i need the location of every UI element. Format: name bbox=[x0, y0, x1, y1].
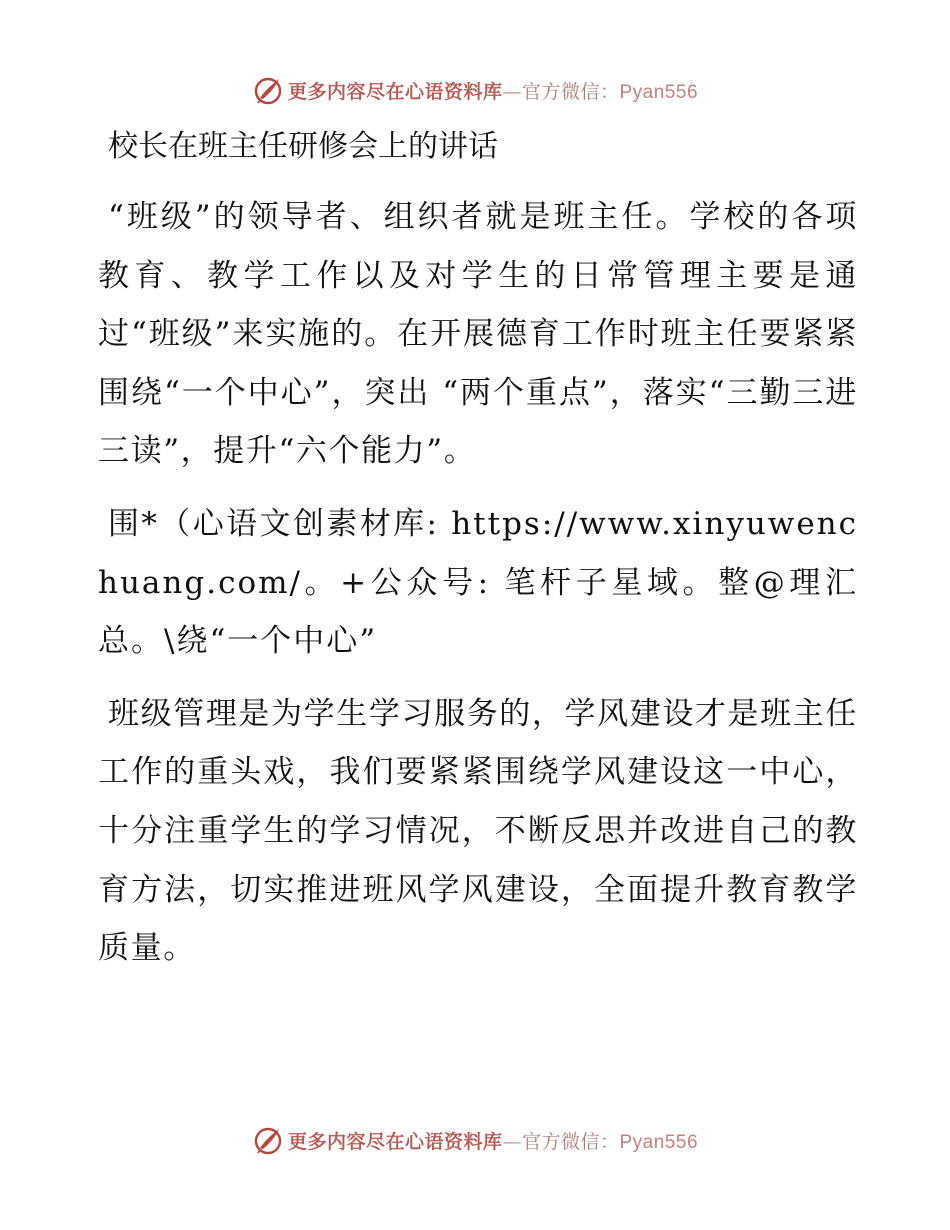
banner-wechat-id: Pyan556 bbox=[619, 81, 699, 103]
banner-wechat-label: 官方微信： bbox=[521, 80, 620, 103]
paragraph-3: 班级管理是为学生学习服务的，学风建设才是班主任工作的重头戏，我们要紧紧围绕学风建设这一中心，十分注重学生的学习情况，不断反思并改进自己的教育方法，切实推进班风学风建设，全面提升教育教学质量。 bbox=[98, 695, 858, 967]
banner-wechat-label: 官方微信： bbox=[521, 1130, 620, 1153]
banner-main-text: 更多内容尽在心语资料库 bbox=[287, 80, 503, 103]
paragraph-2: 围*（心语文创素材库: https://www.xinyuwenchuang.com/。+公众号: 笔杆子星域。整@理汇总。\绕“一个中心” bbox=[98, 505, 858, 660]
quill-pen-circle-logo-icon bbox=[252, 74, 284, 106]
header-banner bbox=[0, 70, 950, 110]
banner-dash: — bbox=[502, 80, 522, 103]
quill-pen-circle-logo-icon bbox=[252, 1124, 284, 1156]
banner-text bbox=[288, 1127, 698, 1154]
document-body bbox=[98, 122, 858, 992]
banner-dash: — bbox=[502, 1130, 522, 1153]
paragraph-1: “班级”的领导者、组织者就是班主任。学校的各项教育、教学工作以及对学生的日常管理主要是通过“班级”来实施的。在开展德育工作时班主任要紧紧围绕“一个中心”，突出 “两个重点”，落实“三勤三进三读”，提升“六个能力”。 bbox=[98, 199, 858, 470]
footer-banner bbox=[0, 1120, 950, 1160]
document-title: 校长在班主任研修会上的讲话 bbox=[108, 129, 498, 164]
banner-main-text: 更多内容尽在心语资料库 bbox=[287, 1130, 503, 1153]
banner-text bbox=[288, 77, 698, 104]
banner-wechat-id: Pyan556 bbox=[619, 1131, 699, 1153]
